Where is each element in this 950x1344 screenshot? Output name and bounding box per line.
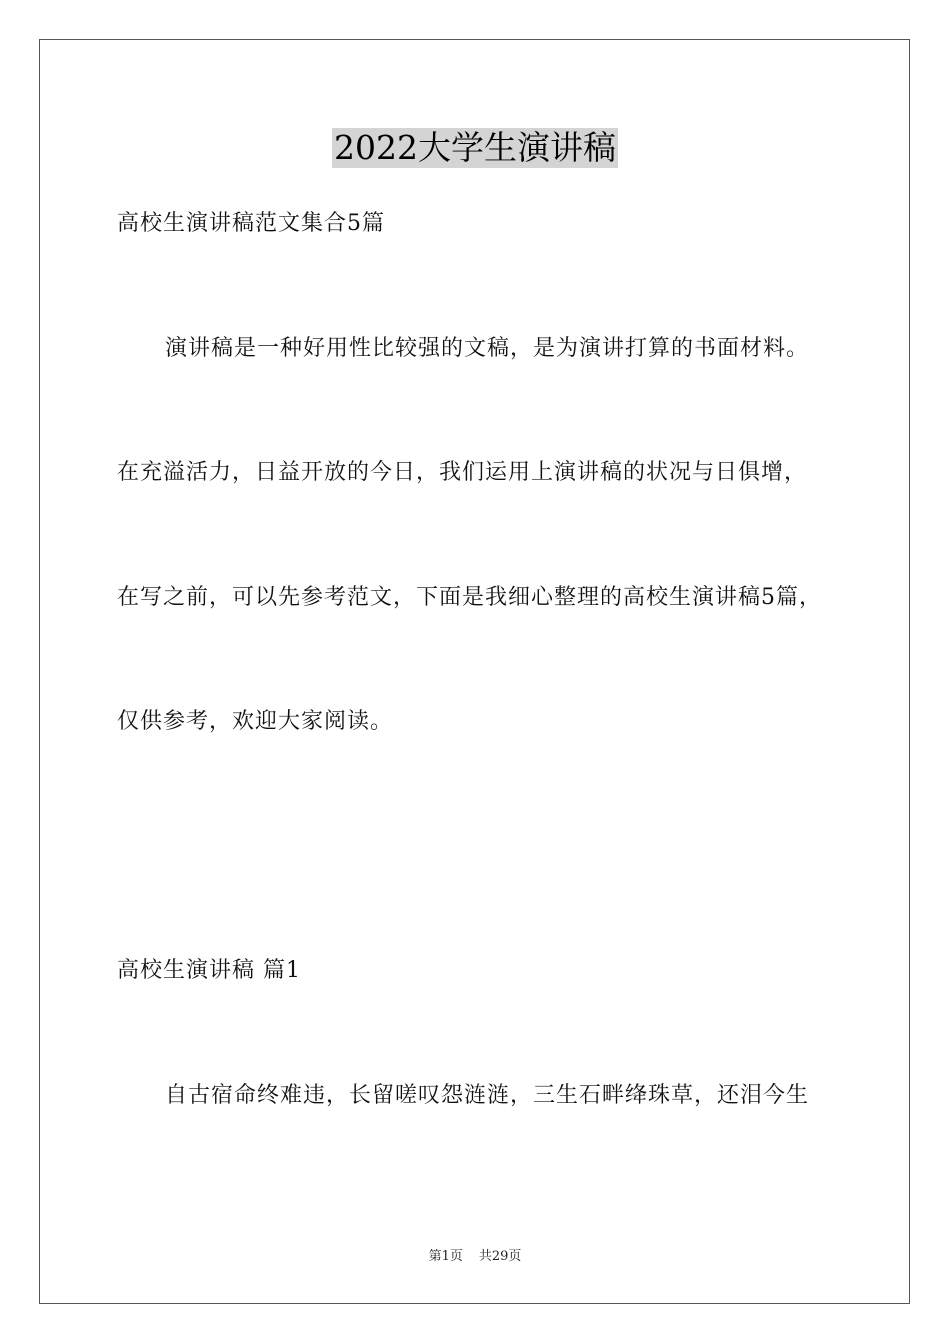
section-heading: 高校生演讲稿 篇1 xyxy=(117,958,301,983)
page-number: 第1页 xyxy=(428,1249,463,1264)
page-footer xyxy=(0,1248,950,1266)
title-container xyxy=(0,128,950,168)
document-subtitle: 高校生演讲稿范文集合5篇 xyxy=(117,211,385,236)
section-paragraph-line-1: 自古宿命终难违，长留嗟叹怨涟涟，三生石畔绛珠草，还泪今生 xyxy=(165,1083,810,1108)
paragraph-line-4: 仅供参考，欢迎大家阅读。 xyxy=(117,709,394,734)
paragraph-line-1: 演讲稿是一种好用性比较强的文稿，是为演讲打算的书面材料。 xyxy=(165,336,810,361)
total-pages: 共29页 xyxy=(478,1249,522,1264)
paragraph-line-2: 在充溢活力，日益开放的今日，我们运用上演讲稿的状况与日俱增， xyxy=(117,460,808,485)
paragraph-line-3: 在写之前，可以先参考范文，下面是我细心整理的高校生演讲稿5篇， xyxy=(117,585,822,610)
document-title: 2022大学生演讲稿 xyxy=(334,128,616,167)
